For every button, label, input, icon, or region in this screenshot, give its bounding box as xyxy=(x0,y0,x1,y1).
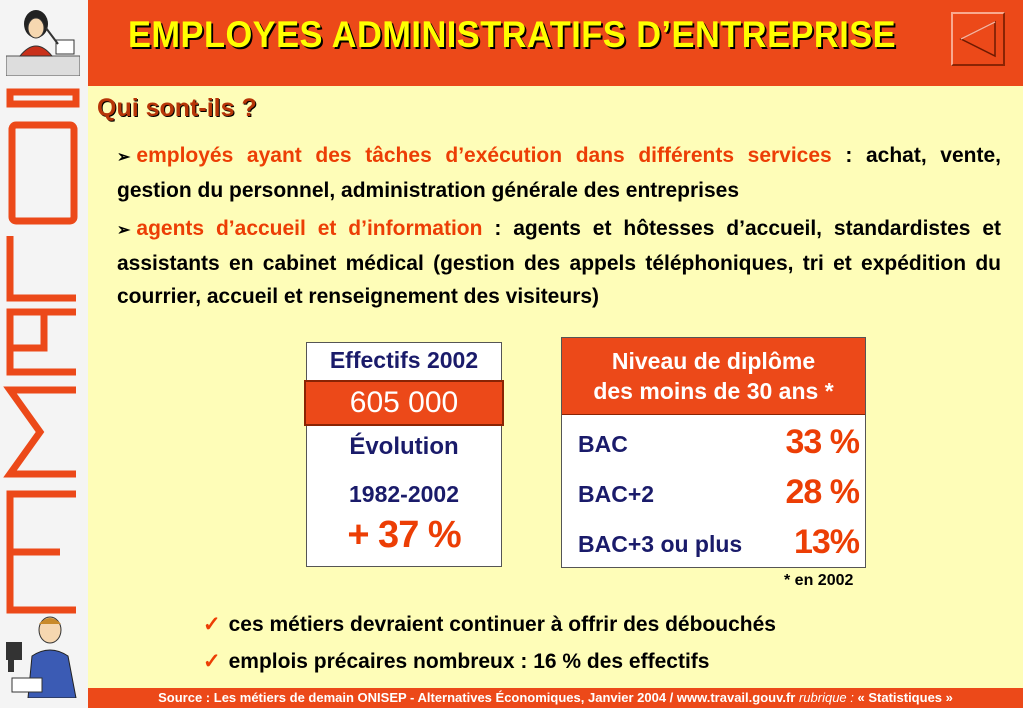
effectifs-box xyxy=(306,342,502,567)
footer-rubrique-label: rubrique : xyxy=(798,690,854,705)
diplome-note: * en 2002 xyxy=(784,572,854,589)
sidebar xyxy=(0,0,88,708)
diplome-row-label: BAC+2 xyxy=(578,481,655,507)
diplome-header xyxy=(562,338,865,415)
back-button[interactable] xyxy=(951,12,1005,66)
footer-source: Source : Les métiers de demain ONISEP - Alternatives Économiques, Janvier 2004 / www.travail.gouv.fr xyxy=(158,690,799,705)
check-item xyxy=(203,612,776,637)
diplome-row xyxy=(562,418,865,462)
section-subtitle: Qui sont-ils ? xyxy=(97,94,257,122)
paragraph-1-text: : achat, vente, gestion du personnel, administration générale des entreprises xyxy=(117,144,1001,202)
paragraph-2-text: : agents et hôtesses d’accueil, standardistes et assistants en cabinet médical (gestion des appels téléphoniques, tri et expédition du courrier, accueil et renseignement des visiteurs) xyxy=(117,217,1002,308)
evolution-label: Évolution xyxy=(349,433,459,460)
diplome-row xyxy=(562,518,865,562)
check-item-text: ces métiers devraient continuer à offrir des débouchés xyxy=(228,613,776,636)
office-worker-clipart-icon xyxy=(2,612,86,698)
diplome-row-value: 28 % xyxy=(785,473,859,511)
diplome-row-label: BAC+3 ou plus xyxy=(578,531,743,557)
check-item-text: emplois précaires nombreux : 16 % des effectifs xyxy=(228,650,710,673)
effectifs-label: Effectifs 2002 xyxy=(329,347,479,373)
diplome-row-value: 13% xyxy=(793,523,859,561)
effectifs-value: 605 000 xyxy=(304,380,504,426)
bullet-paragraph-2 xyxy=(117,212,1001,313)
triangle-left-icon xyxy=(959,20,999,58)
checkmark-icon: ✓ xyxy=(203,650,221,673)
footer-rubrique-value: « Statistiques » xyxy=(853,690,953,705)
source-footer xyxy=(88,688,1023,708)
checkmark-icon: ✓ xyxy=(203,613,221,636)
check-item xyxy=(203,649,709,674)
paragraph-1-highlight: employés ayant des tâches d’exécution dans différents services xyxy=(136,144,832,167)
header-bar xyxy=(88,0,1023,86)
diplome-box xyxy=(561,337,866,568)
evolution-change: + 37 % xyxy=(347,514,461,556)
diplome-title-line2: des moins de 30 ans * xyxy=(593,378,834,404)
evolution-period: 1982-2002 xyxy=(349,481,459,507)
diplome-row-label: BAC xyxy=(578,431,628,457)
diplome-row xyxy=(562,468,865,512)
page-title: EMPLOYES ADMINISTRATIFS D’ENTREPRISE xyxy=(128,14,897,55)
paragraph-2-highlight: agents d’accueil et d’information xyxy=(136,217,483,240)
emploi-vertical-word xyxy=(0,0,88,708)
bullet-paragraph-1 xyxy=(117,139,1001,207)
arrow-bullet-icon: ➢ xyxy=(117,222,131,239)
diplome-title-line1: Niveau de diplôme xyxy=(611,348,816,374)
arrow-bullet-icon: ➢ xyxy=(117,149,131,166)
diplome-row-value: 33 % xyxy=(785,423,859,461)
